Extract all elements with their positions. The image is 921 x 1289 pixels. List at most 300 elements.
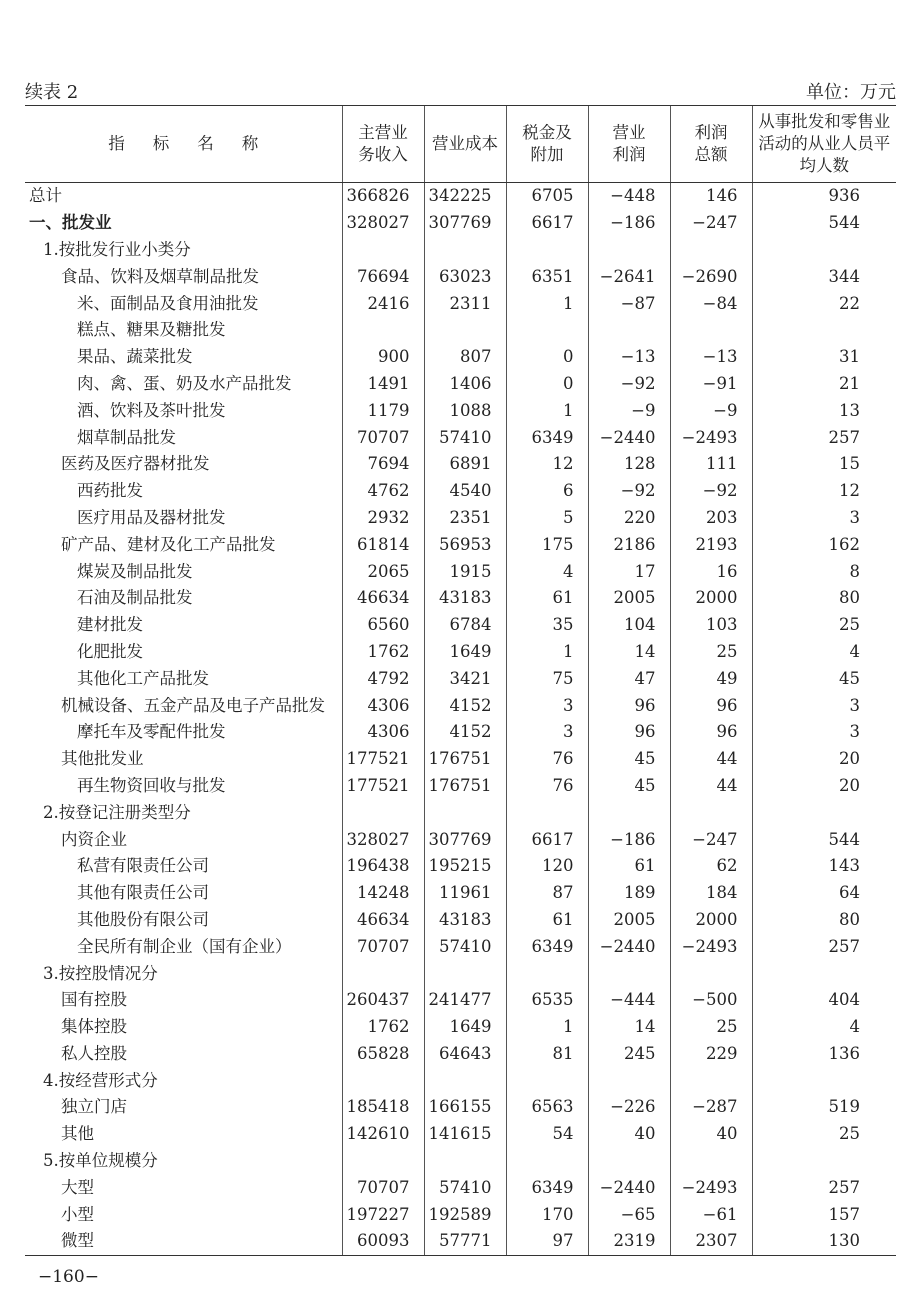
cell-value: 97 <box>506 1228 588 1255</box>
cell-value: 257 <box>752 933 896 960</box>
cell-value: 61 <box>588 853 670 880</box>
cell-value: 344 <box>752 263 896 290</box>
cell-value: 17 <box>588 558 670 585</box>
table-row <box>25 424 896 451</box>
cell-value: 2186 <box>588 531 670 558</box>
cell-value: 2311 <box>424 290 506 317</box>
row-label: 2.按登记注册类型分 <box>43 802 191 822</box>
cell-value: 57410 <box>424 933 506 960</box>
cell-value: −92 <box>588 371 670 398</box>
table-row <box>25 880 896 907</box>
cell-value: 56953 <box>424 531 506 558</box>
cell-value: 176751 <box>424 773 506 800</box>
cell-value: 54 <box>506 1121 588 1148</box>
cell-value: 104 <box>588 612 670 639</box>
table-row <box>25 531 896 558</box>
cell-value: 0 <box>506 371 588 398</box>
cell-value: −13 <box>670 344 752 371</box>
cell-value: 40 <box>670 1121 752 1148</box>
cell-value: 189 <box>588 880 670 907</box>
table-row <box>25 1067 896 1094</box>
statistics-table <box>25 105 896 1256</box>
cell-value: 44 <box>670 773 752 800</box>
cell-value: 46634 <box>342 585 424 612</box>
cell-value: 404 <box>752 987 896 1014</box>
cell-value: 342225 <box>424 183 506 210</box>
table-row <box>25 665 896 692</box>
row-label: 集体控股 <box>61 1017 127 1037</box>
table-row <box>25 826 896 853</box>
row-label: 烟草制品批发 <box>77 427 176 447</box>
cell-value: 1649 <box>424 1014 506 1041</box>
cell-value: 2932 <box>342 505 424 532</box>
cell-value: 14 <box>588 1014 670 1041</box>
unit-label: 单位：万元 <box>806 82 896 103</box>
cell-value: 61 <box>506 585 588 612</box>
cell-value: 143 <box>752 853 896 880</box>
cell-value: 1 <box>506 397 588 424</box>
cell-value: 76 <box>506 773 588 800</box>
row-label: 糕点、糖果及糖批发 <box>77 320 226 340</box>
table-row <box>25 773 896 800</box>
cell-value: 146 <box>670 183 752 210</box>
cell-value <box>670 1148 752 1175</box>
cell-value: −65 <box>588 1201 670 1228</box>
cell-value: 96 <box>588 692 670 719</box>
cell-value: 4306 <box>342 692 424 719</box>
cell-value: 25 <box>752 1121 896 1148</box>
row-label: 机械设备、五金产品及电子产品批发 <box>61 695 325 715</box>
cell-value <box>670 237 752 264</box>
cell-value <box>752 1148 896 1175</box>
cell-value: −2641 <box>588 263 670 290</box>
cell-value: 6560 <box>342 612 424 639</box>
cell-value: 25 <box>670 1014 752 1041</box>
cell-value: 43183 <box>424 907 506 934</box>
row-label: 微型 <box>25 1228 342 1255</box>
cell-value <box>752 317 896 344</box>
row-label: 食品、饮料及烟草制品批发 <box>61 266 259 286</box>
cell-value: 21 <box>752 371 896 398</box>
table-row <box>25 853 896 880</box>
cell-value: 96 <box>588 719 670 746</box>
table-row <box>25 451 896 478</box>
table-row <box>25 987 896 1014</box>
cell-value: 519 <box>752 1094 896 1121</box>
cell-value: 4152 <box>424 719 506 746</box>
cell-value <box>506 317 588 344</box>
table-row <box>25 558 896 585</box>
cell-value <box>506 237 588 264</box>
cell-value: 4792 <box>342 665 424 692</box>
cell-value: 120 <box>506 853 588 880</box>
row-label: 矿产品、建材及化工产品批发 <box>61 534 276 554</box>
cell-value: −2440 <box>588 424 670 451</box>
cell-value: −2493 <box>670 1174 752 1201</box>
cell-value: 6 <box>506 478 588 505</box>
cell-value: −448 <box>588 183 670 210</box>
cell-value: 57410 <box>424 1174 506 1201</box>
table-row <box>25 210 896 237</box>
cell-value: −92 <box>670 478 752 505</box>
row-label: 其他 <box>61 1124 94 1144</box>
cell-value: 3 <box>506 692 588 719</box>
table-row <box>25 344 896 371</box>
cell-value <box>506 1067 588 1094</box>
cell-value: 2307 <box>670 1228 752 1255</box>
cell-value: 62 <box>670 853 752 880</box>
cell-value <box>342 1067 424 1094</box>
cell-value: 196438 <box>342 853 424 880</box>
cell-value: 6535 <box>506 987 588 1014</box>
cell-value: 20 <box>752 746 896 773</box>
table-row <box>25 237 896 264</box>
table-row <box>25 290 896 317</box>
cell-value: −9 <box>588 397 670 424</box>
cell-value: −186 <box>588 826 670 853</box>
cell-value: −84 <box>670 290 752 317</box>
cell-value: −9 <box>670 397 752 424</box>
table-row <box>25 960 896 987</box>
column-header-operating-profit: 营业利润 <box>588 106 670 183</box>
cell-value <box>506 960 588 987</box>
cell-value <box>752 960 896 987</box>
table-row <box>25 505 896 532</box>
table-row <box>25 1041 896 1068</box>
cell-value: 8 <box>752 558 896 585</box>
cell-value: −2690 <box>670 263 752 290</box>
cell-value: 2005 <box>588 585 670 612</box>
table-row <box>25 183 896 210</box>
cell-value: 257 <box>752 1174 896 1201</box>
cell-value: 76 <box>506 746 588 773</box>
row-label: 肉、禽、蛋、奶及水产品批发 <box>77 373 292 393</box>
cell-value: 64643 <box>424 1041 506 1068</box>
cell-value: 6563 <box>506 1094 588 1121</box>
cell-value: 45 <box>752 665 896 692</box>
cell-value: 197227 <box>342 1201 424 1228</box>
row-label: 1.按批发行业小类分 <box>43 239 191 259</box>
cell-value: 807 <box>424 344 506 371</box>
cell-value: 241477 <box>424 987 506 1014</box>
cell-value: 141615 <box>424 1121 506 1148</box>
cell-value <box>424 799 506 826</box>
cell-value: 366826 <box>342 183 424 210</box>
cell-value: 3 <box>752 505 896 532</box>
row-label: 其他化工产品批发 <box>77 668 209 688</box>
cell-value: 900 <box>342 344 424 371</box>
cell-value: 245 <box>588 1041 670 1068</box>
cell-value: −2440 <box>588 1174 670 1201</box>
cell-value <box>424 237 506 264</box>
cell-value <box>588 1148 670 1175</box>
cell-value: 4 <box>752 639 896 666</box>
cell-value: 177521 <box>342 746 424 773</box>
cell-value: 11961 <box>424 880 506 907</box>
cell-value: −2493 <box>670 424 752 451</box>
table-row <box>25 1121 896 1148</box>
table-row <box>25 585 896 612</box>
cell-value: 65828 <box>342 1041 424 1068</box>
cell-value <box>588 237 670 264</box>
cell-value: 75 <box>506 665 588 692</box>
row-label: 再生物资回收与批发 <box>77 775 226 795</box>
cell-value: −91 <box>670 371 752 398</box>
cell-value <box>424 960 506 987</box>
column-header-indicator-name: 指标名称 <box>25 106 342 183</box>
cell-value: 6784 <box>424 612 506 639</box>
cell-value: 16 <box>670 558 752 585</box>
cell-value: −226 <box>588 1094 670 1121</box>
cell-value <box>588 1067 670 1094</box>
cell-value: 14248 <box>342 880 424 907</box>
cell-value: 45 <box>588 746 670 773</box>
cell-value: 2416 <box>342 290 424 317</box>
row-label: 独立门店 <box>61 1097 127 1117</box>
cell-value: 6349 <box>506 1174 588 1201</box>
cell-value: 25 <box>670 639 752 666</box>
cell-value: 6705 <box>506 183 588 210</box>
cell-value: 2351 <box>424 505 506 532</box>
cell-value: 1088 <box>424 397 506 424</box>
cell-value: 70707 <box>342 933 424 960</box>
cell-value: 6617 <box>506 826 588 853</box>
cell-value <box>752 237 896 264</box>
cell-value: 4152 <box>424 692 506 719</box>
cell-value: 70707 <box>342 1174 424 1201</box>
cell-value <box>752 1067 896 1094</box>
cell-value: −444 <box>588 987 670 1014</box>
cell-value: −2493 <box>670 933 752 960</box>
row-label: 3.按控股情况分 <box>43 963 158 983</box>
cell-value: 96 <box>670 692 752 719</box>
cell-value: 192589 <box>424 1201 506 1228</box>
row-label: 一、批发业 <box>29 213 112 233</box>
cell-value: 13 <box>752 397 896 424</box>
table-row <box>25 317 896 344</box>
cell-value: 43183 <box>424 585 506 612</box>
cell-value: 220 <box>588 505 670 532</box>
table-row <box>25 1228 896 1255</box>
row-label: 其他批发业 <box>61 749 144 769</box>
row-label: 国有控股 <box>61 990 127 1010</box>
cell-value: 111 <box>670 451 752 478</box>
cell-value: 2005 <box>588 907 670 934</box>
cell-value: 257 <box>752 424 896 451</box>
cell-value <box>588 317 670 344</box>
cell-value <box>670 960 752 987</box>
table-body <box>25 183 896 1256</box>
cell-value: 184 <box>670 880 752 907</box>
cell-value: 936 <box>752 183 896 210</box>
table-row <box>25 263 896 290</box>
page-number: −160− <box>38 1267 99 1287</box>
cell-value: 87 <box>506 880 588 907</box>
cell-value: 5 <box>506 505 588 532</box>
cell-value: 166155 <box>424 1094 506 1121</box>
row-label: 私营有限责任公司 <box>77 856 209 876</box>
cell-value: 80 <box>752 585 896 612</box>
table-row <box>25 1201 896 1228</box>
cell-value: 22 <box>752 290 896 317</box>
column-header-taxes-surcharges: 税金及附加 <box>506 106 588 183</box>
table-row <box>25 933 896 960</box>
row-label: 其他有限责任公司 <box>77 883 209 903</box>
table-row <box>25 907 896 934</box>
cell-value: 35 <box>506 612 588 639</box>
cell-value: 177521 <box>342 773 424 800</box>
row-label: 其他股份有限公司 <box>77 909 209 929</box>
cell-value: 1 <box>506 1014 588 1041</box>
table-row <box>25 478 896 505</box>
cell-value: 162 <box>752 531 896 558</box>
cell-value: 2000 <box>670 907 752 934</box>
row-label: 5.按单位规模分 <box>43 1151 158 1171</box>
cell-value: 0 <box>506 344 588 371</box>
row-label: 私人控股 <box>61 1043 127 1063</box>
cell-value: 6349 <box>506 933 588 960</box>
row-label: 医药及医疗器材批发 <box>61 454 210 474</box>
row-label: 果品、蔬菜批发 <box>77 347 193 367</box>
cell-value: −287 <box>670 1094 752 1121</box>
cell-value: 57771 <box>424 1228 506 1255</box>
row-label: 煤炭及制品批发 <box>77 561 193 581</box>
table-row <box>25 397 896 424</box>
cell-value: 307769 <box>424 210 506 237</box>
table-continuation-label: 续表 2 <box>25 82 79 103</box>
cell-value: 157 <box>752 1201 896 1228</box>
cell-value: 544 <box>752 826 896 853</box>
cell-value: −92 <box>588 478 670 505</box>
column-header-operating-cost: 营业成本 <box>424 106 506 183</box>
cell-value: 3 <box>752 719 896 746</box>
cell-value <box>506 1148 588 1175</box>
cell-value: 49 <box>670 665 752 692</box>
column-header-main-revenue: 主营业务收入 <box>342 106 424 183</box>
table-row <box>25 1094 896 1121</box>
cell-value: −247 <box>670 210 752 237</box>
cell-value: 1649 <box>424 639 506 666</box>
cell-value: 3421 <box>424 665 506 692</box>
table-row <box>25 1014 896 1041</box>
cell-value <box>342 317 424 344</box>
cell-value: 40 <box>588 1121 670 1148</box>
cell-value: −61 <box>670 1201 752 1228</box>
cell-value: 3 <box>506 719 588 746</box>
cell-value <box>342 960 424 987</box>
cell-value <box>752 799 896 826</box>
cell-value: 14 <box>588 639 670 666</box>
cell-value: 1762 <box>342 1014 424 1041</box>
cell-value: 185418 <box>342 1094 424 1121</box>
cell-value: 2065 <box>342 558 424 585</box>
cell-value: 81 <box>506 1041 588 1068</box>
cell-value: 61 <box>506 907 588 934</box>
cell-value: 203 <box>670 505 752 532</box>
cell-value: 1406 <box>424 371 506 398</box>
cell-value: 25 <box>752 612 896 639</box>
cell-value: 176751 <box>424 746 506 773</box>
table-row <box>25 1148 896 1175</box>
table-row <box>25 719 896 746</box>
cell-value: 70707 <box>342 424 424 451</box>
cell-value: 103 <box>670 612 752 639</box>
cell-value: −186 <box>588 210 670 237</box>
table-row <box>25 612 896 639</box>
cell-value: 130 <box>752 1228 896 1255</box>
cell-value: 2319 <box>588 1228 670 1255</box>
cell-value: 6617 <box>506 210 588 237</box>
row-label: 米、面制品及食用油批发 <box>77 293 259 313</box>
table-row <box>25 692 896 719</box>
cell-value: 3 <box>752 692 896 719</box>
column-header-total-profit: 利润总额 <box>670 106 752 183</box>
cell-value: 1 <box>506 290 588 317</box>
row-label: 大型 <box>61 1177 94 1197</box>
cell-value: 2193 <box>670 531 752 558</box>
cell-value: 1762 <box>342 639 424 666</box>
cell-value: −500 <box>670 987 752 1014</box>
cell-value: 1491 <box>342 371 424 398</box>
cell-value: 31 <box>752 344 896 371</box>
cell-value: 57410 <box>424 424 506 451</box>
cell-value <box>424 1148 506 1175</box>
row-label: 内资企业 <box>61 829 127 849</box>
cell-value: 61814 <box>342 531 424 558</box>
cell-value <box>424 317 506 344</box>
cell-value: 45 <box>588 773 670 800</box>
cell-value: 229 <box>670 1041 752 1068</box>
table-row <box>25 371 896 398</box>
cell-value <box>342 799 424 826</box>
cell-value: −87 <box>588 290 670 317</box>
row-label: 医疗用品及器材批发 <box>77 507 226 527</box>
table-row <box>25 1174 896 1201</box>
cell-value: 1179 <box>342 397 424 424</box>
cell-value: 1915 <box>424 558 506 585</box>
cell-value: 12 <box>752 478 896 505</box>
cell-value: 63023 <box>424 263 506 290</box>
cell-value: 7694 <box>342 451 424 478</box>
row-label: 全民所有制企业（国有企业） <box>77 936 292 956</box>
row-label: 建材批发 <box>77 615 143 635</box>
row-label: 酒、饮料及茶叶批发 <box>77 400 226 420</box>
cell-value: 80 <box>752 907 896 934</box>
cell-value <box>588 799 670 826</box>
cell-value: 15 <box>752 451 896 478</box>
cell-value: 136 <box>752 1041 896 1068</box>
row-label: 西药批发 <box>77 481 143 501</box>
cell-value: 76694 <box>342 263 424 290</box>
row-label: 小型 <box>61 1204 94 1224</box>
cell-value: 1 <box>506 639 588 666</box>
table-row <box>25 799 896 826</box>
cell-value: 260437 <box>342 987 424 1014</box>
table-row <box>25 746 896 773</box>
cell-value: 175 <box>506 531 588 558</box>
cell-value: 142610 <box>342 1121 424 1148</box>
cell-value: 6891 <box>424 451 506 478</box>
cell-value: 544 <box>752 210 896 237</box>
cell-value: 195215 <box>424 853 506 880</box>
cell-value: 328027 <box>342 826 424 853</box>
row-label: 总计 <box>29 186 62 206</box>
cell-value: 128 <box>588 451 670 478</box>
table-header-row <box>25 106 896 183</box>
cell-value: 4306 <box>342 719 424 746</box>
row-label: 石油及制品批发 <box>77 588 193 608</box>
cell-value: 96 <box>670 719 752 746</box>
